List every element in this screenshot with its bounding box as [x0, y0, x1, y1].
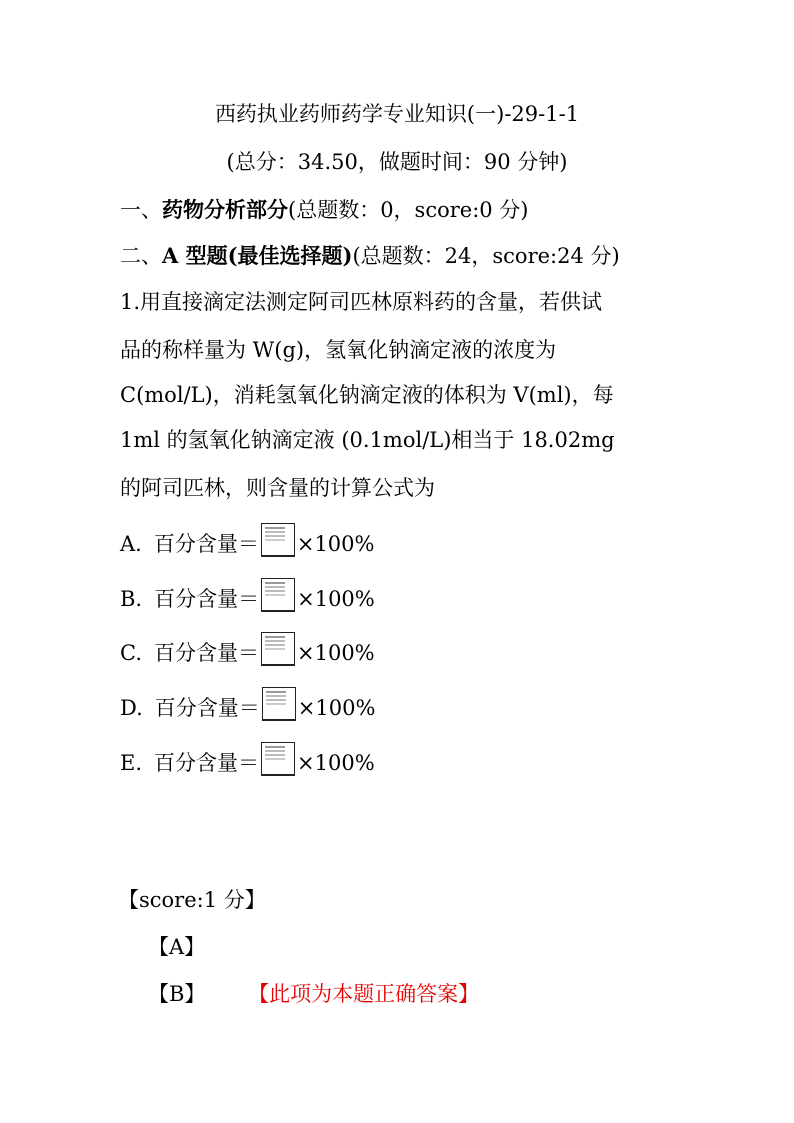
option-text: 百分含量＝	[154, 641, 259, 665]
option-letter: C.	[120, 641, 142, 665]
section-heading-1	[120, 196, 529, 224]
answer-a[interactable]: 【A】	[148, 935, 206, 959]
option-suffix: ×100%	[297, 751, 375, 775]
option-b[interactable]	[120, 582, 375, 616]
question-line: 1ml 的氢氧化钠滴定液 (0.1mol/L)相当于 18.02mg	[120, 428, 615, 452]
option-c[interactable]	[120, 636, 375, 670]
formula-image	[261, 632, 295, 666]
question-line: 1.用直接滴定法测定阿司匹林原料药的含量，若供试	[120, 290, 603, 314]
option-text: 百分含量＝	[153, 532, 259, 556]
score-label: 【score:1 分】	[118, 888, 266, 912]
formula-image	[261, 523, 295, 557]
question-line: 品的称样量为 W(g)，氢氧化钠滴定液的浓度为	[120, 338, 557, 362]
section-name: 药物分析部分	[162, 197, 288, 222]
formula-image	[261, 578, 295, 612]
correct-answer-note: 【此项为本题正确答案】	[248, 982, 480, 1006]
section-heading-2	[120, 242, 620, 270]
section-meta: (总题数：0，score:0 分)	[288, 198, 529, 222]
document-title: 西药执业药师药学专业知识(一)-29-1-1	[214, 102, 580, 126]
option-text: 百分含量＝	[154, 696, 260, 720]
answer-b[interactable]	[148, 980, 479, 1008]
section-meta: (总题数：24，score:24 分)	[352, 244, 620, 268]
option-suffix: ×100%	[297, 587, 375, 611]
option-a[interactable]	[120, 527, 374, 561]
option-suffix: ×100%	[297, 641, 375, 665]
option-d[interactable]	[120, 691, 375, 725]
formula-image	[262, 687, 296, 721]
option-suffix: ×100%	[297, 696, 376, 720]
formula-image	[261, 742, 295, 776]
question-line: 的阿司匹林，则含量的计算公式为	[120, 476, 435, 500]
document-subtitle: (总分：34.50，做题时间：90 分钟)	[226, 150, 568, 174]
option-e[interactable]	[120, 746, 375, 780]
option-letter: D.	[120, 696, 143, 720]
option-letter: B.	[120, 587, 143, 611]
question-line: C(mol/L)，消耗氢氧化钠滴定液的体积为 V(ml)，每	[120, 383, 614, 407]
option-suffix: ×100%	[296, 532, 375, 556]
option-letter: E.	[120, 751, 143, 775]
section-name: A 型题(最佳选择题)	[162, 243, 353, 268]
option-letter: A.	[120, 532, 142, 556]
answer-b-label: 【B】	[148, 982, 206, 1006]
option-text: 百分含量＝	[154, 751, 260, 775]
section-prefix: 一、	[120, 198, 162, 222]
section-prefix: 二、	[120, 244, 162, 268]
option-text: 百分含量＝	[154, 587, 260, 611]
